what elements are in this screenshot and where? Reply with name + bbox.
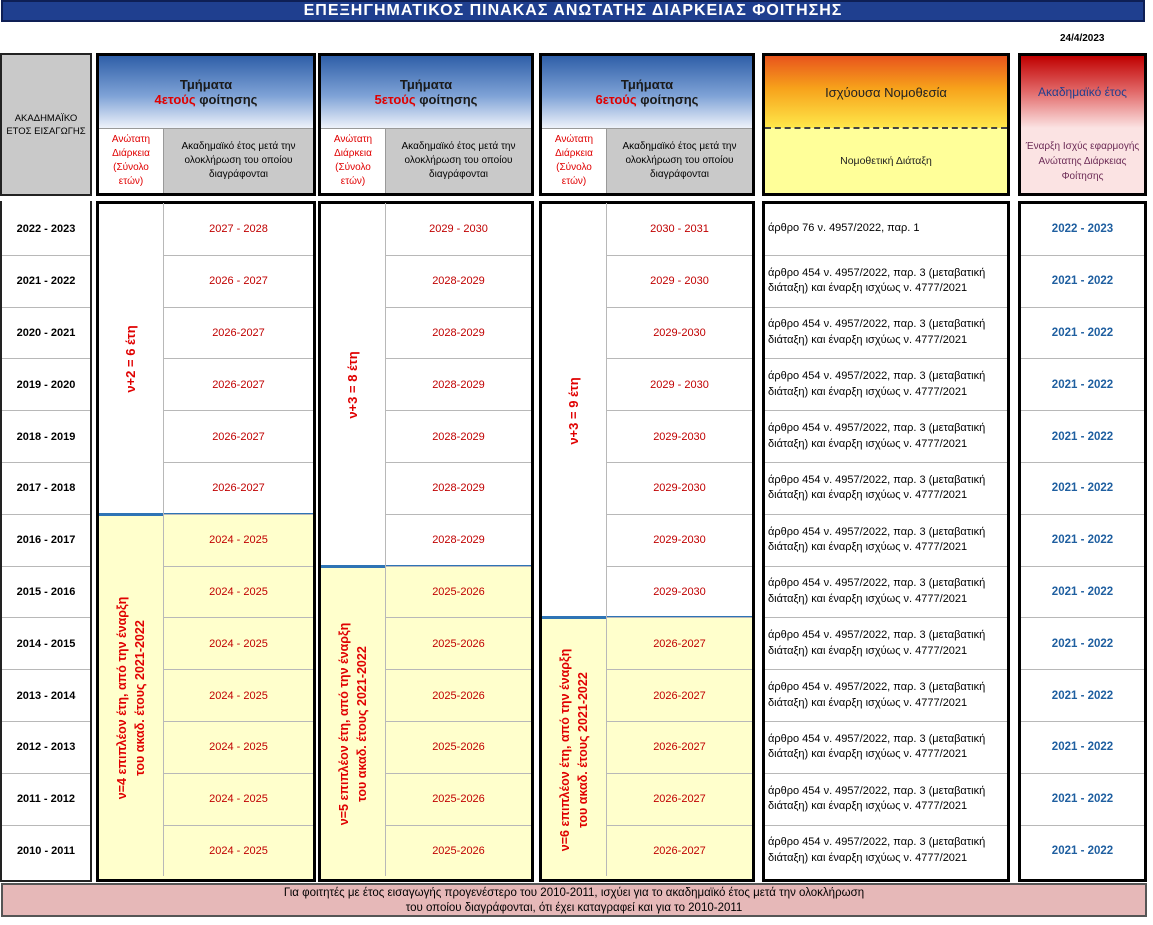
group-duration-years: 5ετούς [374, 92, 416, 107]
group-duration-suffix: φοίτησης [195, 92, 258, 107]
entry-year-cell: 2017 - 2018 [2, 462, 90, 514]
law-provision-cell: άρθρο 454 ν. 4957/2022, παρ. 3 (μεταβατική διάταξη) και έναρξη ισχύως ν. 4777/2021 [765, 566, 1007, 618]
deletion-year-cell: 2028-2029 [385, 462, 531, 514]
max-duration-label: Ανώτατη Διάρκεια (Σύνολο ετών) [542, 128, 606, 193]
deletion-year-cell: 2024 - 2025 [163, 669, 313, 721]
entry-year-cell: 2019 - 2020 [2, 358, 90, 410]
deletion-year-cell: 2024 - 2025 [163, 617, 313, 669]
effective-year-cell: 2021 - 2022 [1021, 410, 1144, 462]
deletion-year-cell: 2026-2027 [163, 307, 313, 359]
effective-year-cell: 2021 - 2022 [1021, 669, 1144, 721]
rule-text-upper: ν+3 = 9 έτη [566, 376, 581, 445]
deletion-year-cell: 2025-2026 [385, 825, 531, 877]
law-provision-cell: άρθρο 454 ν. 4957/2022, παρ. 3 (μεταβατική διάταξη) και έναρξη ισχύως ν. 4777/2021 [765, 307, 1007, 359]
deletion-year-cell: 2028-2029 [385, 255, 531, 307]
deletion-year-cell: 2026-2027 [163, 410, 313, 462]
group-title-3 [542, 56, 752, 128]
effective-year-cell: 2022 - 2023 [1051, 222, 1114, 235]
entry-year-cell: 2015 - 2016 [2, 566, 90, 618]
footer-line-2: του οποίου διαγράφονται, ότι έχει καταγραφεί και για το 2010-2011 [405, 902, 743, 914]
group-duration-years: 6ετούς [595, 92, 637, 107]
group-title-line: Τμήματα [620, 77, 674, 92]
footer-line-1: Για φοιτητές με έτος εισαγωγής προγενέστερο του 2010-2011, ισχύει για το ακαδημαϊκό έτος μετά την ολοκλήρωση [283, 887, 865, 899]
max-duration-label: Ανώτατη Διάρκεια (Σύνολο ετών) [321, 128, 385, 193]
entry-year-cell: 2020 - 2021 [2, 307, 90, 359]
deletion-year-cell: 2025-2026 [385, 617, 531, 669]
deletion-year-cell: 2024 - 2025 [163, 825, 313, 877]
entry-year-header: ΑΚΑΔΗΜΑΪΚΟ ΕΤΟΣ ΕΙΣΑΓΩΓΗΣ [0, 53, 92, 196]
group-duration-line [375, 92, 478, 107]
rule-text-lower-line-2: του ακαδ. έτους 2021-2022 [355, 646, 369, 802]
page-title: ΕΠΕΞΗΓΗΜΑΤΙΚΟΣ ΠΙΝΑΚΑΣ ΑΝΩΤΑΤΗΣ ΔΙΑΡΚΕΙΑΣ ΦΟΙΤΗΣΗΣ [1, 0, 1145, 22]
entry-year-cell: 2018 - 2019 [2, 410, 90, 462]
group-duration-line [596, 92, 699, 107]
effective-year-cell: 2021 - 2022 [1021, 825, 1144, 877]
effective-year-cell: 2021 - 2022 [1021, 255, 1144, 307]
entry-year-cell: 2022 - 2023 [16, 222, 76, 235]
deletion-year-cell: 2025-2026 [385, 669, 531, 721]
law-provision-cell: άρθρο 454 ν. 4957/2022, παρ. 3 (μεταβατική διάταξη) και έναρξη ισχύως ν. 4777/2021 [765, 617, 1007, 669]
entry-year-cell: 2014 - 2015 [2, 617, 90, 669]
law-provision-cell: άρθρο 454 ν. 4957/2022, παρ. 3 (μεταβατική διάταξη) και έναρξη ισχύως ν. 4777/2021 [765, 514, 1007, 566]
law-provision-cell: άρθρο 454 ν. 4957/2022, παρ. 3 (μεταβατική διάταξη) και έναρξη ισχύως ν. 4777/2021 [765, 410, 1007, 462]
effective-year-cell: 2021 - 2022 [1021, 617, 1144, 669]
deletion-year-cell: 2026-2027 [606, 617, 752, 669]
law-provision-cell: άρθρο 454 ν. 4957/2022, παρ. 3 (μεταβατική διάταξη) και έναρξη ισχύως ν. 4777/2021 [765, 358, 1007, 410]
group-duration-years: 4ετούς [154, 92, 196, 107]
group-duration-suffix: φοίτησης [636, 92, 699, 107]
law-header: Ισχύουσα Νομοθεσία [765, 56, 1007, 128]
deletion-year-cell: 2024 - 2025 [163, 721, 313, 773]
effective-year-cell: 2021 - 2022 [1021, 358, 1144, 410]
deletion-year-cell: 2028-2029 [385, 514, 531, 566]
deletion-year-cell: 2029-2030 [606, 566, 752, 618]
group-title-1 [99, 56, 313, 128]
deletion-year-cell: 2026-2027 [606, 669, 752, 721]
rule-text-lower [113, 558, 149, 838]
rule-text-lower-line-2: του ακαδ. έτους 2021-2022 [133, 620, 147, 776]
deletion-year-cell: 2027 - 2028 [163, 203, 313, 255]
rule-text-upper: ν+3 = 8 έτη [345, 351, 360, 419]
deletion-year-cell: 2026-2027 [163, 462, 313, 514]
deletion-year-cell: 2029-2030 [606, 462, 752, 514]
law-provision-cell: άρθρο 454 ν. 4957/2022, παρ. 3 (μεταβατική διάταξη) και έναρξη ισχύως ν. 4777/2021 [765, 773, 1007, 825]
law-provision-cell: άρθρο 454 ν. 4957/2022, παρ. 3 (μεταβατική διάταξη) και έναρξη ισχύως ν. 4777/2021 [765, 825, 1007, 877]
rule-text-lower-line-1: ν=4 επιπλέον έτη, από την έναρξη [115, 596, 129, 800]
effective-year-cell: 2021 - 2022 [1021, 514, 1144, 566]
rule-text-lower-line-1: ν=6 επιπλέον έτη, από την έναρξη [558, 648, 572, 851]
deletion-year-cell: 2029 - 2030 [385, 203, 531, 255]
deletion-year-label: Ακαδημαϊκό έτος μετά την ολοκλήρωση του οποίου διαγράφονται [606, 128, 752, 193]
deletion-year-cell: 2025-2026 [385, 773, 531, 825]
entry-year-cell: 2010 - 2011 [2, 825, 90, 877]
rule-text-lower-line-1: ν=5 επιπλέον έτη, από την έναρξη [337, 622, 351, 826]
rule-text-upper: ν+2 = 6 έτη [123, 325, 138, 393]
deletion-year-cell: 2026-2027 [163, 358, 313, 410]
law-subheader: Νομοθετική Διάταξη [840, 155, 932, 167]
deletion-year-cell: 2029-2030 [606, 410, 752, 462]
deletion-year-cell: 2029 - 2030 [606, 255, 752, 307]
acad-subheader: Έναρξη Ισχύς εφαρμογής Ανώτατης Διάρκειας Φοίτησης [1025, 140, 1140, 182]
law-provision-cell: άρθρο 454 ν. 4957/2022, παρ. 3 (μεταβατική διάταξη) και έναρξη ισχύως ν. 4777/2021 [765, 669, 1007, 721]
law-provision-cell: άρθρο 454 ν. 4957/2022, παρ. 3 (μεταβατική διάταξη) και έναρξη ισχύως ν. 4777/2021 [765, 721, 1007, 773]
rule-text-lower [556, 610, 592, 890]
entry-year-cell: 2016 - 2017 [2, 514, 90, 566]
rule-text-lower-line-2: του ακαδ. έτους 2021-2022 [576, 671, 590, 828]
footer-note [1, 883, 1147, 917]
effective-year-cell: 2021 - 2022 [1021, 462, 1144, 514]
group-duration-suffix: φοίτησης [415, 92, 478, 107]
deletion-year-cell: 2030 - 2031 [606, 203, 752, 255]
effective-year-cell: 2021 - 2022 [1021, 307, 1144, 359]
deletion-year-cell: 2026-2027 [606, 773, 752, 825]
effective-year-cell: 2021 - 2022 [1021, 566, 1144, 618]
group-title-line: Τμήματα [399, 77, 453, 92]
law-provision-cell: άρθρο 454 ν. 4957/2022, παρ. 3 (μεταβατική διάταξη) και έναρξη ισχύως ν. 4777/2021 [765, 255, 1007, 307]
max-duration-label: Ανώτατη Διάρκεια (Σύνολο ετών) [99, 128, 163, 193]
document-date: 24/4/2023 [1060, 33, 1105, 44]
deletion-year-cell: 2024 - 2025 [163, 514, 313, 566]
group-title-line: Τμήματα [179, 77, 233, 92]
entry-year-cell: 2013 - 2014 [2, 669, 90, 721]
entry-year-cell: 2021 - 2022 [2, 255, 90, 307]
deletion-year-cell: 2026-2027 [606, 825, 752, 877]
deletion-year-cell: 2025-2026 [385, 566, 531, 618]
deletion-year-cell: 2028-2029 [385, 358, 531, 410]
entry-year-cell: 2012 - 2013 [2, 721, 90, 773]
law-provision-cell: άρθρο 454 ν. 4957/2022, παρ. 3 (μεταβατική διάταξη) και έναρξη ισχύως ν. 4777/2021 [765, 462, 1007, 514]
deletion-year-cell: 2026 - 2027 [163, 255, 313, 307]
deletion-year-cell: 2024 - 2025 [163, 773, 313, 825]
entry-year-cell: 2011 - 2012 [2, 773, 90, 825]
effective-year-cell: 2021 - 2022 [1021, 773, 1144, 825]
deletion-year-cell: 2029-2030 [606, 307, 752, 359]
deletion-year-cell: 2028-2029 [385, 307, 531, 359]
group-duration-line [155, 92, 258, 107]
deletion-year-cell: 2029-2030 [606, 514, 752, 566]
deletion-year-label: Ακαδημαϊκό έτος μετά την ολοκλήρωση του οποίου διαγράφονται [163, 128, 313, 193]
law-provision-cell: άρθρο 76 ν. 4957/2022, παρ. 1 [768, 222, 920, 235]
deletion-year-cell: 2028-2029 [385, 410, 531, 462]
group-title-2 [321, 56, 531, 128]
effective-year-cell: 2021 - 2022 [1021, 721, 1144, 773]
deletion-year-cell: 2026-2027 [606, 721, 752, 773]
deletion-year-cell: 2025-2026 [385, 721, 531, 773]
deletion-year-cell: 2029 - 2030 [606, 358, 752, 410]
deletion-year-label: Ακαδημαϊκό έτος μετά την ολοκλήρωση του οποίου διαγράφονται [385, 128, 531, 193]
acad-header: Ακαδημαϊκό έτος [1021, 56, 1144, 128]
rule-text-lower [335, 584, 371, 864]
deletion-year-cell: 2024 - 2025 [163, 566, 313, 618]
